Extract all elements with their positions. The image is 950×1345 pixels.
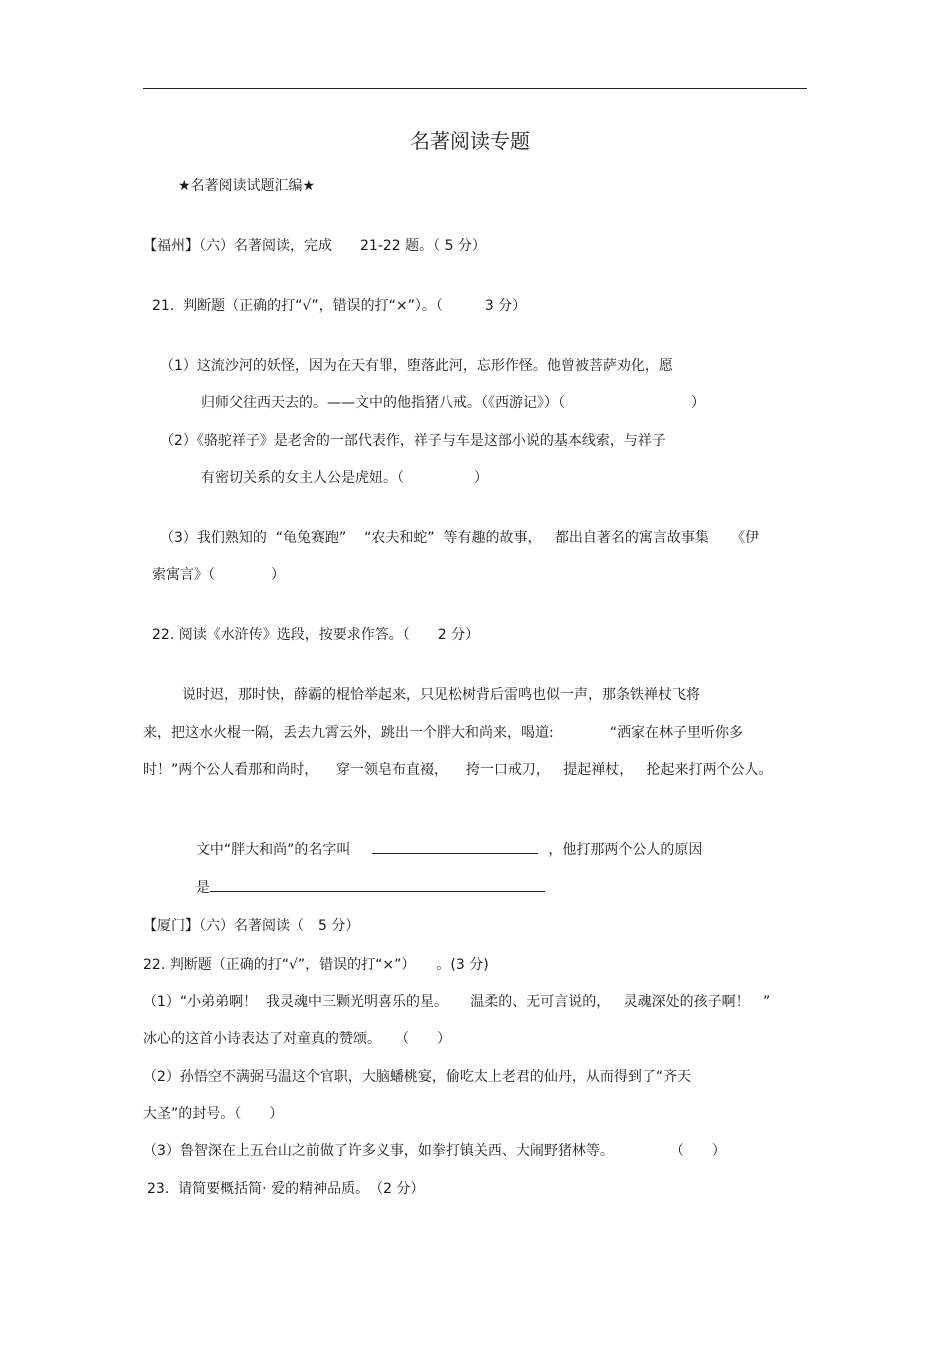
fill-in-line1 — [187, 819, 702, 860]
answer-blank-reason[interactable] — [210, 877, 545, 892]
fill-middle: ，他打那两个公人的原因 — [548, 842, 703, 858]
xiamen-item2-line2: 大圣”的封号。（ ） — [143, 1106, 284, 1122]
passage-line1: 说时迟，那时快，薛霸的棍恰举起来，只见松树背后雷鸣也似一声，那条铁禅杖飞将 — [182, 687, 700, 703]
q21-item1-line1: （1）这流沙河的妖怪，因为在天有罪，堕落此河，忘形作怪。他曾被菩萨劝化，愿 — [160, 358, 673, 374]
question-23: 23. 请简要概括简· 爱的精神品质。 （2 分） — [147, 1181, 425, 1197]
section-header-xiamen: 【厦门】（六）名著阅读（ 5 分） — [143, 918, 360, 934]
fill-second: 是 — [195, 880, 210, 896]
question-22-xiamen: 22. 判断题（正确的打“√”，错误的打“×”） 。(3 分) — [143, 957, 489, 973]
q21-item3-line1: （3）我们熟知的 “龟兔赛跑” “农夫和蛇” 等有趣的故事， 都出自著名的寓言故事集 《伊 — [160, 530, 760, 546]
xiamen-item3: （3）鲁智深在上五台山之前做了许多义事，如拳打镇关西、大闹野猪林等。 （ ） — [143, 1143, 726, 1159]
section-header-fuzhou: 【福州】（六）名著阅读，完成 21-22 题。（ 5 分） — [143, 238, 486, 254]
q21-item3-line2: 索寓言》（ ） — [152, 567, 285, 583]
fill-prefix: 文中“胖大和尚”的名字叫 — [195, 842, 351, 858]
passage-line3: 时！”两个公人看那和尚时， 穿一领皂布直裰， 挎一口戒刀， 提起禅杖， 抡起来打两个公人。 — [143, 762, 773, 778]
q21-item2-line2: 有密切关系的女主人公是虎妞。（ ） — [201, 470, 488, 486]
q21-item1-line2: 归师父往西天去的。——文中的他指猪八戒。（《西游记》）（ ） — [201, 395, 705, 411]
subtitle: ★名著阅读试题汇编★ — [178, 178, 316, 194]
xiamen-item1-line2: 冰心的这首小诗表达了对童真的赞颂。 （ ） — [143, 1031, 451, 1047]
xiamen-item1-line1: （1）“小弟弟啊！ 我灵魂中三颗光明喜乐的星。 温柔的、无可言说的， 灵魂深处的孩子啊！ ” — [143, 994, 771, 1010]
page-title: 名著阅读专题 — [410, 129, 530, 153]
answer-blank-name[interactable] — [372, 839, 538, 854]
question-22-fuzhou: 22. 阅读《水浒传》选段，按要求作答。（ 2 分） — [152, 627, 480, 643]
header-rule — [143, 88, 807, 89]
passage-line2: 来，把这水火棍一隔，丢去九霄云外，跳出一个胖大和尚来，喝道: “洒家在林子里听你多 — [143, 725, 743, 741]
question-21: 21. 判断题（正确的打“√”，错误的打“×”）。（ 3 分） — [152, 298, 527, 314]
xiamen-item2-line1: （2）孙悟空不满弼马温这个官职，大脑蟠桃宴，偷吃太上老君的仙丹，从而得到了“齐天 — [143, 1069, 692, 1085]
q21-item2-line1: （2）《骆驼祥子》是老舍的一部代表作，祥子与车是这部小说的基本线索，与祥子 — [160, 433, 666, 449]
fill-in-line2 — [187, 857, 545, 898]
